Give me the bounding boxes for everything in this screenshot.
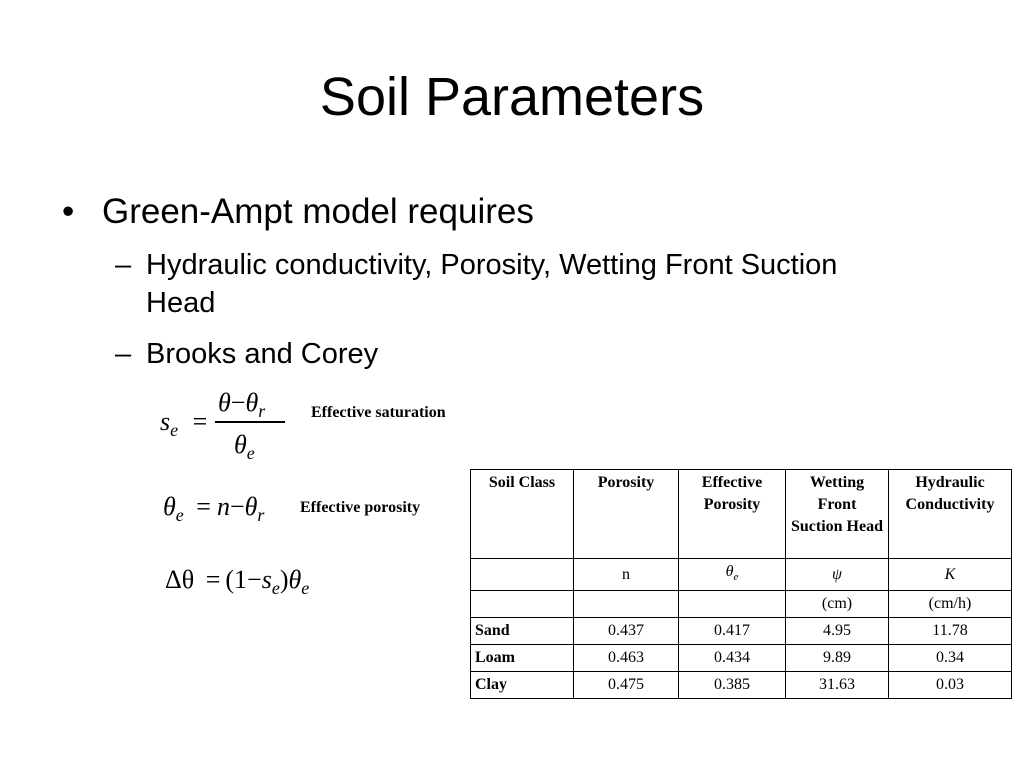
eq1-label: Effective saturation xyxy=(311,404,446,421)
symbol-cell xyxy=(471,559,574,591)
sub-bullet-text: Hydraulic conductivity, Porosity, Wetting Front Suction Head xyxy=(146,249,838,319)
table-row xyxy=(471,645,1012,672)
slide-title: Soil Parameters xyxy=(319,67,705,127)
effective-porosity-cell: 0.385 xyxy=(679,672,786,699)
suction-head-cell: 9.89 xyxy=(786,645,889,672)
eq1-lhs: $s_e$ = xyxy=(160,407,208,440)
table-row xyxy=(471,618,1012,645)
eq1-fraction-bar xyxy=(215,421,285,423)
bullet-marker: • xyxy=(62,192,75,231)
eq3: $\Delta\theta = (1-s_e)\theta_e$ xyxy=(165,565,310,598)
porosity-cell: 0.437 xyxy=(574,618,679,645)
eq1-numerator: $\theta-\theta_r$ xyxy=(218,388,266,421)
eq1-denominator: $\theta_e$ xyxy=(234,430,255,463)
symbol-cell: n xyxy=(574,559,679,591)
header-porosity: Porosity xyxy=(574,470,679,559)
symbol-cell: K xyxy=(889,559,1012,591)
unit-cell xyxy=(679,591,786,618)
table-row xyxy=(471,672,1012,699)
soil-class-cell: Clay xyxy=(471,672,574,699)
unit-cell xyxy=(574,591,679,618)
soil-parameters-table xyxy=(470,469,1012,699)
symbol-cell: ψ xyxy=(786,559,889,591)
unit-cell xyxy=(471,591,574,618)
table-units-row xyxy=(471,591,1012,618)
eq2-label: Effective porosity xyxy=(300,499,421,516)
conductivity-cell: 0.34 xyxy=(889,645,1012,672)
effective-porosity-cell: 0.434 xyxy=(679,645,786,672)
sub-bullet-marker: – xyxy=(115,338,132,370)
sub-bullet-text: Brooks and Corey xyxy=(146,338,379,370)
sub-bullet-marker: – xyxy=(115,249,132,281)
effective-porosity-cell: 0.417 xyxy=(679,618,786,645)
soil-class-cell: Sand xyxy=(471,618,574,645)
conductivity-cell: 0.03 xyxy=(889,672,1012,699)
conductivity-cell: 11.78 xyxy=(889,618,1012,645)
suction-head-cell: 31.63 xyxy=(786,672,889,699)
header-soil-class: Soil Class xyxy=(471,470,574,559)
eq2: $\theta_e = n-\theta_r$ xyxy=(163,492,265,525)
unit-cell: (cm) xyxy=(786,591,889,618)
table-symbol-row xyxy=(471,559,1012,591)
soil-class-cell: Loam xyxy=(471,645,574,672)
bullet-text: Green-Ampt model requires xyxy=(102,192,534,231)
table-header-row xyxy=(471,470,1012,559)
suction-head-cell: 4.95 xyxy=(786,618,889,645)
porosity-cell: 0.475 xyxy=(574,672,679,699)
header-effective-porosity: Effective Porosity xyxy=(679,470,786,559)
header-hydraulic-conductivity: Hydraulic Conductivity xyxy=(889,470,1012,559)
porosity-cell: 0.463 xyxy=(574,645,679,672)
symbol-cell: $\theta_e$ xyxy=(679,559,786,591)
header-suction-head: Wetting Front Suction Head xyxy=(786,470,889,559)
unit-cell: (cm/h) xyxy=(889,591,1012,618)
